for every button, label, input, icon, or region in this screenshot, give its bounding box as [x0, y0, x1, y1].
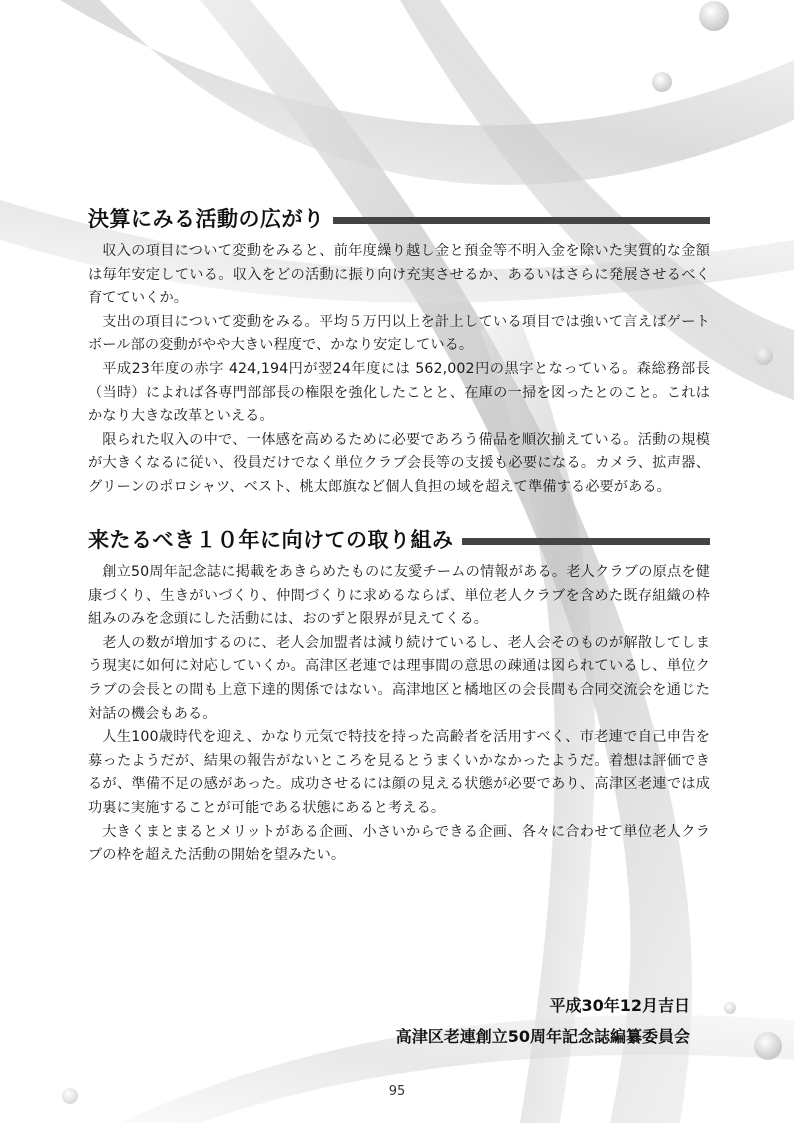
heading-rule	[333, 217, 711, 224]
paragraph: 老人の数が増加するのに、老人会加盟者は減り続けているし、老人会そのものが解散してしまう現実に如何に対応していくか。高津区老連では理事間の意思の疎通は図られているし、単位クラブの会長との間も上意下達的関係ではない。高津地区と橘地区の会長間も合同交流会を通じた対話の機会もある。	[88, 634, 710, 722]
paragraph: 収入の項目について変動をみると、前年度繰り越し金と預金等不明入金を除いた実質的な金額は毎年安定している。収入をどの活動に振り向け充実させるか、あるいはさらに発展させるべく育てていくか。	[88, 243, 710, 307]
section-title: 来たるべき１０年に向けての取り組み	[88, 528, 454, 552]
page-number: 95	[388, 1084, 406, 1099]
paragraph: 支出の項目について変動をみる。平均５万円以上を計上している項目では強いて言えばゲートボール部の変動がやや大きい程度で、かなり安定している。	[88, 313, 710, 354]
section-body-future	[88, 561, 710, 868]
paragraph: 限られた収入の中で、一体感を高めるために必要であろう備品を順次揃えている。活動の規模が大きくなるに従い、役員だけでなく単位クラブ会長等の支援も必要になる。カメラ、拡声器、グリーンのポロシャツ、ベスト、桃太郎旗など個人負担の域を超えて準備する必要がある。	[88, 431, 710, 495]
section-body-budget	[88, 240, 710, 500]
section-heading-future	[88, 522, 710, 556]
paragraph: 人生100歳時代を迎え、かなり元気で特技を持った高齢者を活用すべく、市老連で自己申告を募ったようだが、結果の報告がないところを見るとうまくいかなかったようだ。着想は評価できるが、準備不足の感があった。成功させるには顔の見える状態が必要であり、高津区老連では成功裏に実施することが可能である状態にあると考える。	[88, 729, 710, 816]
paragraph: 大きくまとまるとメリットがある企画、小さいからできる企画、各々に合わせて単位老人クラブの枠を超えた活動の開始を望みたい。	[88, 823, 710, 864]
footer-date: 平成30年12月吉日	[549, 996, 690, 1015]
heading-rule	[462, 538, 711, 545]
paragraph: 平成23年度の赤字 424,194円が翌24年度には 562,002円の黒字となっている。森総務部長（当時）によれば各専門部部長の権限を強化したことと、在庫の一掃を図ったとのこと。これはかなり大きな改革といえる。	[88, 360, 710, 425]
paragraph: 創立50周年記念誌に掲載をあきらめたものに友愛チームの情報がある。老人クラブの原点を健康づくり、生きがいづくり、仲間づくりに求めるならば、単位老人クラブを含めた既存組織の枠組みのみを念頭にした活動には、おのずと限界が見えてくる。	[88, 564, 710, 628]
section-heading-budget	[88, 201, 710, 235]
footer-committee: 高津区老連創立50周年記念誌編纂委員会	[395, 1027, 690, 1046]
section-title: 決算にみる活動の広がり	[88, 207, 325, 231]
